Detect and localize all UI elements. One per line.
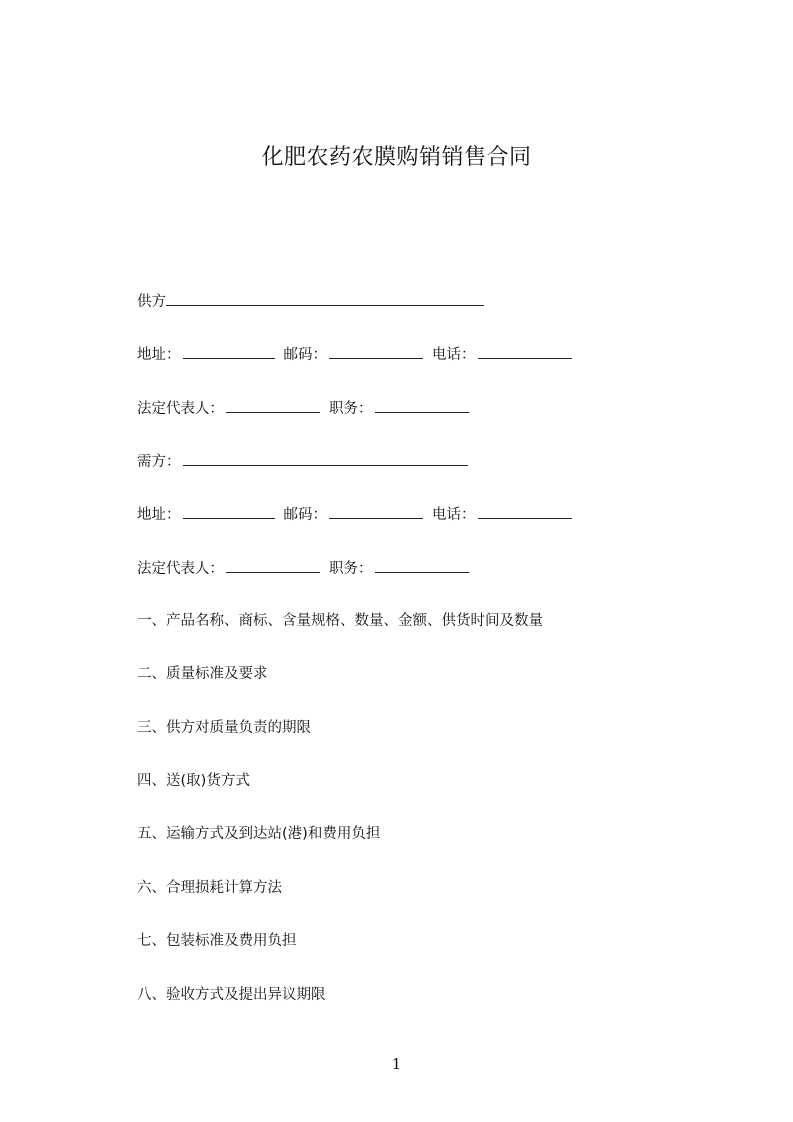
supplier-phone-label: 电话： bbox=[432, 347, 476, 363]
buyer-address-label: 地址： bbox=[137, 507, 181, 523]
clause-4: 四、送(取)货方式 bbox=[137, 773, 250, 789]
buyer-phone-blank[interactable] bbox=[478, 504, 572, 519]
supplier-phone-blank[interactable] bbox=[478, 344, 572, 359]
supplier-rep-label: 法定代表人： bbox=[137, 401, 224, 417]
clause-2: 二、质量标准及要求 bbox=[137, 666, 268, 682]
clause-5: 五、运输方式及到达站(港)和费用负担 bbox=[137, 826, 381, 842]
buyer-address-blank[interactable] bbox=[183, 504, 275, 519]
clause-3: 三、供方对质量负责的期限 bbox=[137, 720, 311, 736]
supplier-line bbox=[137, 291, 484, 312]
supplier-postcode-blank[interactable] bbox=[329, 344, 423, 359]
buyer-postcode-blank[interactable] bbox=[329, 504, 423, 519]
buyer-phone-label: 电话： bbox=[432, 507, 476, 523]
document-title: 化肥农药农膜购销销售合同 bbox=[261, 145, 532, 170]
supplier-rep-blank[interactable] bbox=[226, 398, 320, 413]
buyer-position-blank[interactable] bbox=[375, 558, 469, 573]
supplier-label: 供方 bbox=[137, 294, 166, 310]
supplier-contact-line bbox=[137, 344, 572, 365]
clause-1: 一、产品名称、商标、含量规格、数量、金额、供货时间及数量 bbox=[137, 613, 543, 629]
buyer-rep-label: 法定代表人： bbox=[137, 561, 224, 577]
page-number: 1 bbox=[391, 1055, 402, 1073]
buyer-postcode-label: 邮码： bbox=[283, 507, 327, 523]
supplier-name-blank[interactable] bbox=[166, 291, 484, 306]
supplier-postcode-label: 邮码： bbox=[283, 347, 327, 363]
supplier-position-label: 职务： bbox=[329, 401, 373, 417]
supplier-address-blank[interactable] bbox=[183, 344, 275, 359]
clause-7: 七、包装标准及费用负担 bbox=[137, 933, 297, 949]
buyer-contact-line bbox=[137, 504, 572, 525]
supplier-position-blank[interactable] bbox=[375, 398, 469, 413]
clause-8: 八、验收方式及提出异议期限 bbox=[137, 987, 326, 1003]
buyer-line bbox=[137, 451, 468, 472]
buyer-position-label: 职务： bbox=[329, 561, 373, 577]
buyer-rep-line bbox=[137, 558, 469, 579]
buyer-name-blank[interactable] bbox=[183, 451, 468, 466]
buyer-rep-blank[interactable] bbox=[226, 558, 320, 573]
supplier-rep-line bbox=[137, 398, 469, 419]
supplier-address-label: 地址： bbox=[137, 347, 181, 363]
clause-6: 六、合理损耗计算方法 bbox=[137, 880, 282, 896]
buyer-label: 需方： bbox=[137, 454, 181, 470]
